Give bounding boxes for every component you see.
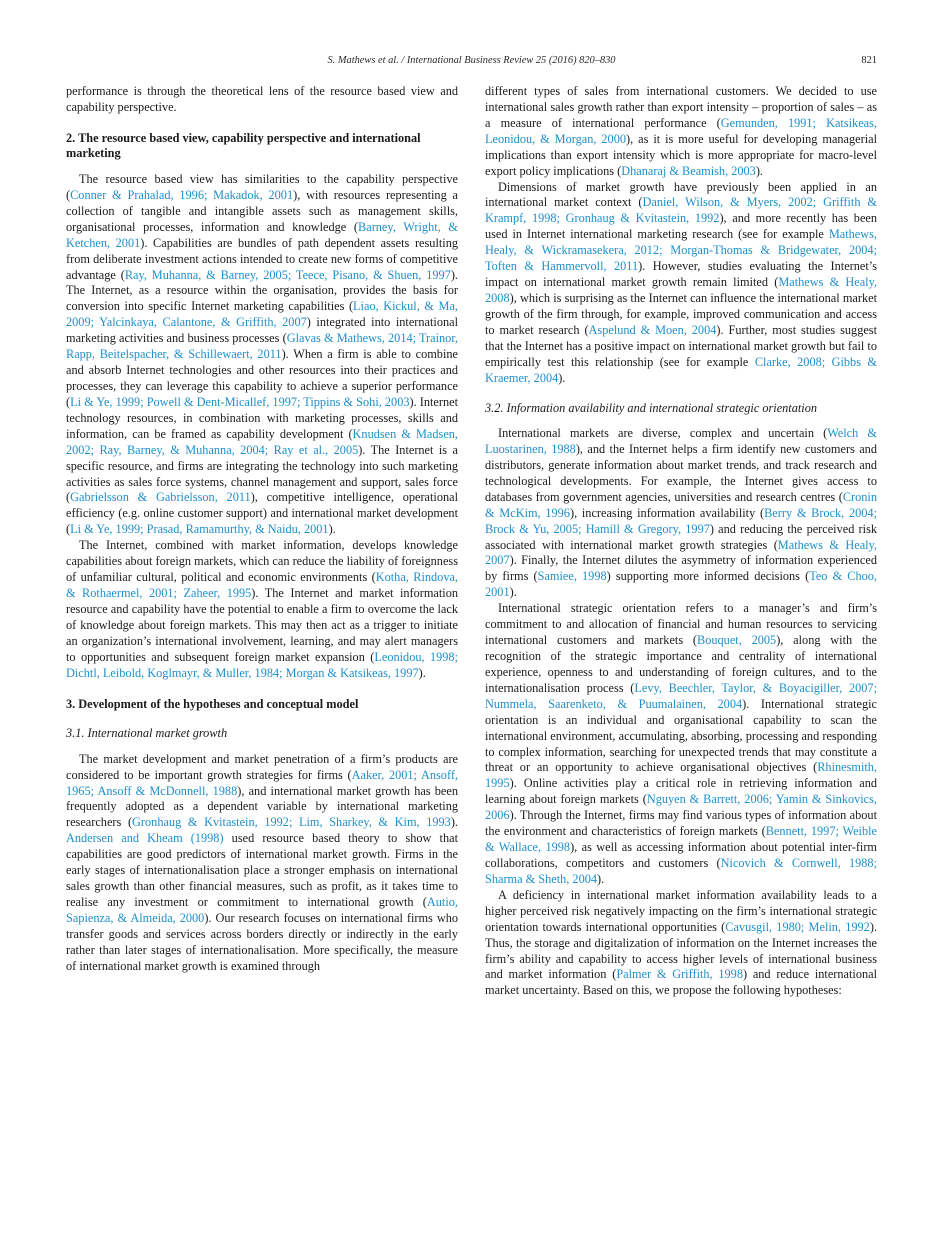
paragraph-strategic-orientation: International strategic orientation refers to a manager’s and firm’s commitment to and allocation of financial and human resources to servicing international customers and markets (Bouquet, 2005), along with the recognition of the strategic importance and centrality of international experience, openness to and understanding of foreign cultures, and to the internationalisation process (Levy, Beechler, Taylor, & Boyacigiller, 2007; Nummela, Saarenketo, & Puumalainen, 2004). International strategic orientation is an individual and organisational capability to scan the international environment, accumulating, absorbing, processing and responding to complex information, searching for unexpected trends that may constitute a threat or an opportunity to achieve organisational objectives (Rhinesmith, 1995). Online activities play a critical role in retrieving information and learning about foreign markets (Nguyen & Barrett, 2006; Yamin & Sinkovics, 2006). Through the Internet, firms may find various types of information about the environment and characteristics of foreign markets (Bennett, 1997; Weible & Wallace, 1998), as well as accessing information about potential inter-firm collaborations, competitors and customers (Nicovich & Cornwell, 1988; Sharma & Sheth, 2004). xyxy=(485,601,878,886)
citation-link[interactable]: Cavusgil, 1980; Melin, 1992 xyxy=(725,919,870,934)
citation-link[interactable]: Welch & Luostarinen, 1988 xyxy=(485,426,877,457)
citation-link[interactable]: Mathews & Healy, 2007 xyxy=(485,537,877,568)
paragraph-sales-continuation: different types of sales from international customers. We decided to use international sales growth rather than export intensity – proportion of sales – as a measure of international performance (Gemunden, 1991; Katsikeas, Leonidou, & Morgan, 2000), as it is more useful for developing managerial implications than export intensity which is more appropriate for macro-level export policy implications (Dhanaraj & Beamish, 2003). xyxy=(485,84,877,178)
running-head: S. Mathews et al. / International Business Review 25 (2016) 820–830 xyxy=(327,55,616,66)
citation-link[interactable]: Gronhaug & Kvitastein, 1992; Lim, Sharkey, & Kim, 1993 xyxy=(132,815,451,830)
citation-link[interactable]: Bouquet, 2005 xyxy=(697,633,777,648)
citation-link[interactable]: Li & Ye, 1999; Powell & Dent-Micallef, 1997; Tippins & Sohi, 2003 xyxy=(70,394,410,409)
two-column-body xyxy=(66,84,877,999)
paragraph-internet-knowledge: The Internet, combined with market information, develops knowledge capabilities about foreign markets, which can reduce the liability of foreignness of unfamiliar cultural, political and economic environments (Kotha, Rindova, & Rothaermel, 2001; Zaheer, 1995). The Internet and market information resource and capability have the potential to enable a firm to overcome the lack of knowledge about foreign markets. This may then act as a trigger to initiate an organization’s international involvement, learning, and may alert managers to opportunities and subsequent foreign market expansion (Leonidou, 1998; Dichtl, Leibold, Koglmayr, & Muller, 1984; Morgan & Katsikeas, 1997). xyxy=(66,538,459,680)
citation-link[interactable]: Nguyen & Barrett, 2006; Yamin & Sinkovics, 2006 xyxy=(485,792,877,823)
right-column xyxy=(485,84,877,999)
paragraph-information-availability: International markets are diverse, complex and uncertain (Welch & Luostarinen, 1988), and the Internet helps a firm identify new customers and distributors, generate information about market trends, and track research and technological developments. For example, the Internet gives access to databases from government agencies, universities and research centres (Cronin & McKim, 1996), increasing information availability (Berry & Brock, 2004; Brock & Yu, 2005; Hamill & Gregory, 1997) and reducing the perceived risk associated with international market growth strategies (Mathews & Healy, 2007). Finally, the Internet dilutes the asymmetry of information experienced by firms (Samiee, 1998) supporting more informed decisions (Teo & Choo, 2001). xyxy=(485,426,878,600)
citation-link[interactable]: Cronin & McKim, 1996 xyxy=(485,489,877,520)
section-heading-2: 2. The resource based view, capability perspective and international marketing xyxy=(66,130,421,161)
citation-link[interactable]: Bennett, 1997; Weible & Wallace, 1998 xyxy=(485,824,877,855)
citation-link[interactable]: Levy, Beechler, Taylor, & Boyacigiller, 2007; Nummela, Saarenketo, & Puumalainen, 2004 xyxy=(485,680,878,711)
citation-link[interactable]: Samiee, 1998 xyxy=(537,569,607,584)
citation-link[interactable]: Barney, Wright, & Ketchen, 2001 xyxy=(66,219,458,250)
citation-link[interactable]: Rhinesmith, 1995 xyxy=(485,760,877,791)
paragraph-continuation: performance is through the theoretical lens of the resource based view and capability perspective. xyxy=(66,84,458,114)
citation-link[interactable]: Andersen and Kheam (1998) xyxy=(66,831,224,846)
citation-link[interactable]: Gemunden, 1991; Katsikeas, Leonidou, & Morgan, 2000 xyxy=(485,115,877,146)
subsection-heading-3-2: 3.2. Information availability and international strategic orientation xyxy=(485,400,817,415)
page-header xyxy=(66,54,877,67)
left-column xyxy=(66,84,458,999)
citation-link[interactable]: Nicovich & Cornwell, 1988; Sharma & Sheth, 2004 xyxy=(485,856,877,886)
citation-link[interactable]: Autio, Sapienza, & Almeida, 2000 xyxy=(66,895,458,925)
citation-link[interactable]: Teo & Choo, 2001 xyxy=(485,569,877,600)
citation-link[interactable]: Li & Ye, 1999; Prasad, Ramamurthy, & Naidu, 2001 xyxy=(70,522,329,537)
citation-link[interactable]: Mathews, Healy, & Wickramasekera, 2012; Morgan-Thomas & Bridgewater, 2004; Toften & Hammervoll, 2011 xyxy=(485,227,877,274)
citation-link[interactable]: Ray, Muhanna, & Barney, 2005; Teece, Pisano, & Shuen, 1997 xyxy=(124,267,451,282)
citation-link[interactable]: Aaker, 2001; Ansoff, 1965; Ansoff & McDonnell, 1988 xyxy=(66,767,458,798)
paragraph-market-growth: The market development and market penetration of a firm’s products are considered to be important growth strategies for firms (Aaker, 2001; Ansoff, 1965; Ansoff & McDonnell, 1988), and international market growth has been frequently adopted as a dependent variable by international marketing researchers (Gronhaug & Kvitastein, 1992; Lim, Sharkey, & Kim, 1993). Andersen and Kheam (1998) used resource based theory to show that capabilities are good predictors of international market growth. Firms in the early stages of internationalisation place a stronger emphasis on international sales growth than other financial measures, such as profit, as it takes time to realise any investment or commitment to international growth (Autio, Sapienza, & Almeida, 2000). Our research focuses on international firms who transfer goods and services across borders directly or indirectly in the early rather than later stages of internationalisation. More specifically, the measure of international market growth is examined through xyxy=(66,751,458,973)
paragraph-dimensions-growth: Dimensions of market growth have previously been applied in an international market context (Daniel, Wilson, & Myers, 2002; Griffith & Krampf, 1998; Gronhaug & Kvitastein, 1992), and more recently has been used in Internet international marketing research (see for example Mathews, Healy, & Wickramasekera, 2012; Morgan-Thomas & Bridgewater, 2004; Toften & Hammervoll, 2011). However, studies evaluating the Internet’s impact on international market growth remain limited (Mathews & Healy, 2008), which is surprising as the Internet can influence the international market growth of the firm through, for example, improved communication and access to market research (Aspelund & Moen, 2004). Further, most studies suggest that the Internet has a positive impact on international market growth but fail to empirically test this relationship (see for example Clarke, 2008; Gibbs & Kraemer, 2004). xyxy=(485,179,878,385)
citation-link[interactable]: Palmer & Griffith, 1998 xyxy=(616,967,743,982)
citation-link[interactable]: Berry & Brock, 2004; Brock & Yu, 2005; Hamill & Gregory, 1997 xyxy=(485,505,878,536)
citation-link[interactable]: Kotha, Rindova, & Rothaermel, 2001; Zaheer, 1995 xyxy=(66,570,458,600)
citation-link[interactable]: Glavas & Mathews, 2014; Trainor, Rapp, Beitelspacher, & Schillewaert, 2011 xyxy=(66,331,458,362)
citation-link[interactable]: Liao, Kickul, & Ma, 2009; Yalcinkaya, Calantone, & Griffith, 2007 xyxy=(66,299,458,330)
citation-link[interactable]: Mathews & Healy, 2008 xyxy=(485,275,877,305)
citation-link[interactable]: Leonidou, 1998; Dichtl, Leibold, Koglmayr, & Muller, 1984; Morgan & Katsikeas, 1997 xyxy=(66,649,458,680)
citation-link[interactable]: Daniel, Wilson, & Myers, 2002; Griffith & Krampf, 1998; Gronhaug & Kvitastein, 1992 xyxy=(485,195,877,226)
paragraph-deficiency-hypotheses: A deficiency in international market information availability leads to a higher perceived risk negatively impacting on the firm’s international strategic orientation towards international opportunities (Cavusgil, 1980; Melin, 1992). Thus, the storage and digitalization of information on the Internet increases the firm’s ability and capability to access higher levels of international business and market information (Palmer & Griffith, 1998) and reduce international market uncertainty. Based on this, we propose the following hypotheses: xyxy=(485,887,878,998)
subsection-heading-3-1: 3.1. International market growth xyxy=(66,726,228,741)
page-number: 821 xyxy=(861,55,877,66)
paragraph-resource-based-view: The resource based view has similarities to the capability perspective (Conner & Prahalad, 1996; Makadok, 2001), with resources representing a collection of tangible and intangible assets such as management skills, organisational processes, information and knowledge (Barney, Wright, & Ketchen, 2001). Capabilities are bundles of path dependent assets resulting from deliberate investment actions intended to create new forms of competitive advantage (Ray, Muhanna, & Barney, 2005; Teece, Pisano, & Shuen, 1997). The Internet, as a resource within the organisation, provides the basis for conversion into specific Internet marketing capabilities (Liao, Kickul, & Ma, 2009; Yalcinkaya, Calantone, & Griffith, 2007) integrated into international marketing activities and business processes (Glavas & Mathews, 2014; Trainor, Rapp, Beitelspacher, & Schillewaert, 2011). When a firm is able to combine and absorb Internet technologies and other resources into their practices and processes, they can leverage this capability to achieve a superior performance (Li & Ye, 1999; Powell & Dent-Micallef, 1997; Tippins & Sohi, 2003). Internet technology resources, in combination with marketing processes, skills and information, can be framed as capability development (Knudsen & Madsen, 2002; Ray, Barney, & Muhanna, 2004; Ray et al., 2005). The Internet is a specific resource, and firms are integrating the technology into such marketing activities as sales force systems, channel management and support, sales force (Gabrielsson & Gabrielsson, 2011), competitive intelligence, operational efficiency (e.g. online customer support) and international market development (Li & Ye, 1999; Prasad, Ramamurthy, & Naidu, 2001). xyxy=(66,172,459,537)
citation-link[interactable]: Dhanaraj & Beamish, 2003 xyxy=(621,163,756,178)
citation-link[interactable]: Clarke, 2008; Gibbs & Kraemer, 2004 xyxy=(485,354,878,385)
citation-link[interactable]: Aspelund & Moen, 2004 xyxy=(588,322,717,337)
citation-link[interactable]: Knudsen & Madsen, 2002; Ray, Barney, & Muhanna, 2004; Ray et al., 2005 xyxy=(66,426,459,457)
citation-link[interactable]: Conner & Prahalad, 1996; Makadok, 2001 xyxy=(70,187,294,202)
section-heading-3: 3. Development of the hypotheses and conceptual model xyxy=(66,696,359,711)
citation-link[interactable]: Gabrielsson & Gabrielsson, 2011 xyxy=(70,490,251,505)
